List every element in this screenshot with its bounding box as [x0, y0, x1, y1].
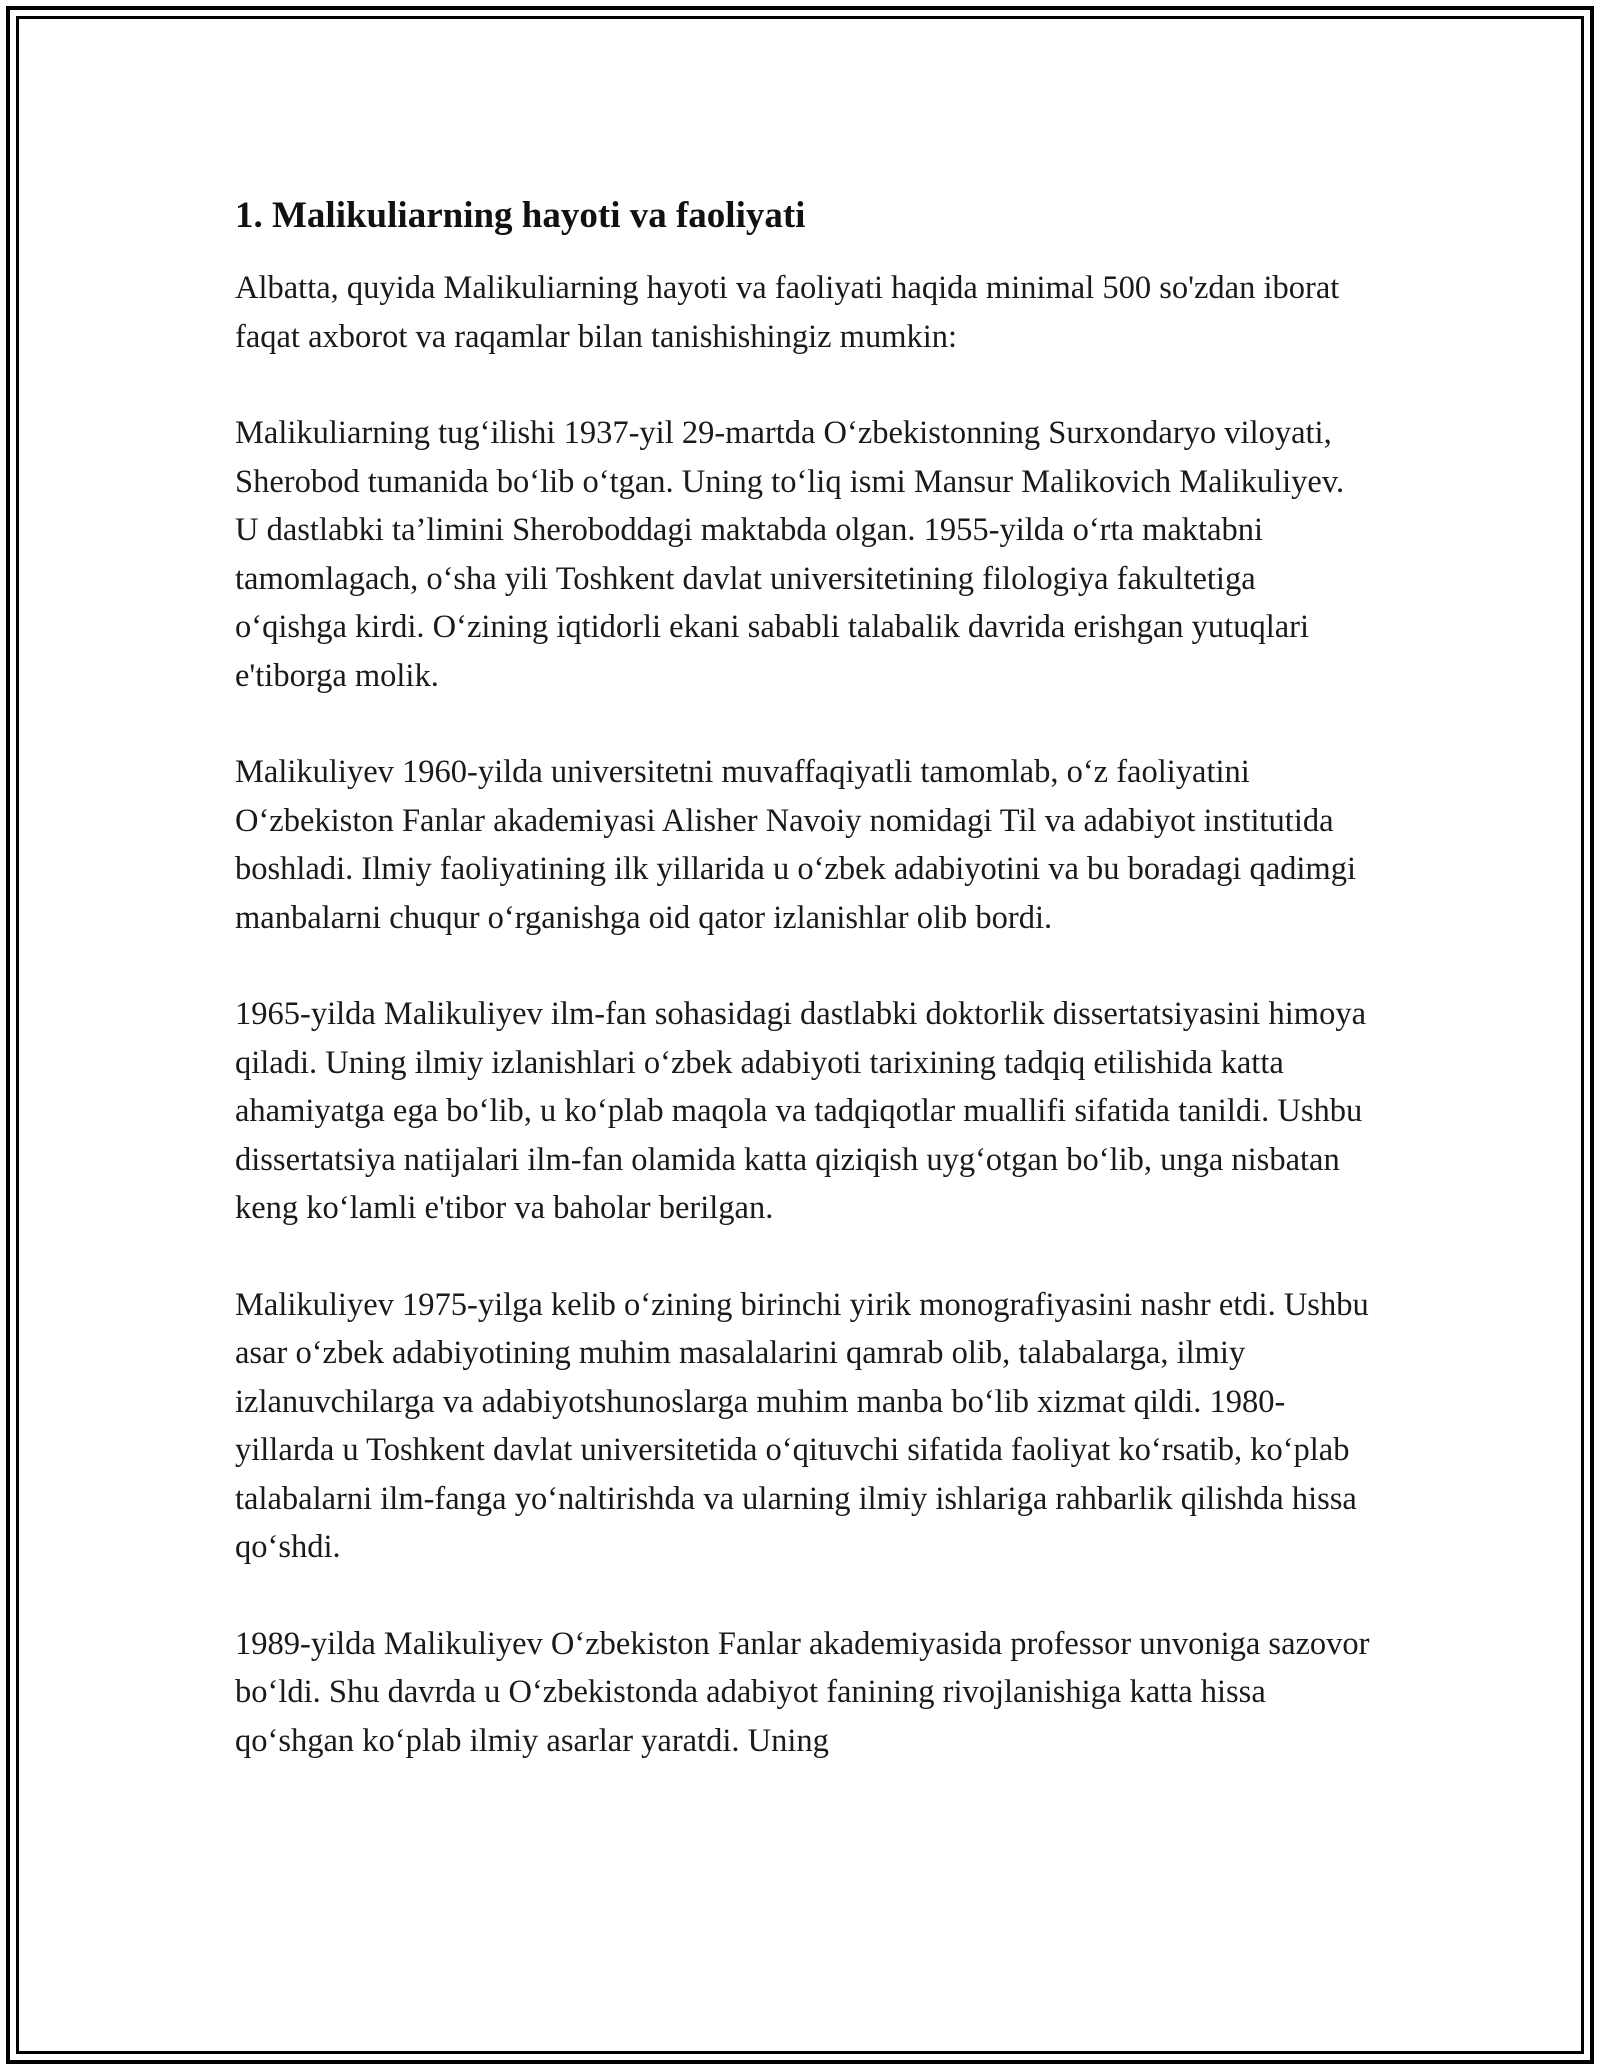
paragraph-dissertation: 1965-yilda Malikuliyev ilm-fan sohasidagi dastlabki doktorlik dissertatsiyasini himoya qiladi. Uning ilmiy izlanishlari oʻzbek adabiyoti tarixining tadqiq etilishida katta ahamiyatga ega boʻlib, u koʻplab maqola va tadqiqotlar muallifi sifatida tanildi. Ushbu dissertatsiya natijalari ilm-fan olamida katta qiziqish uygʻotgan boʻlib, unga nisbatan keng koʻlamli e'tibor va baholar berilgan.: [235, 996, 1367, 1226]
paragraph-monograph: Malikuliyev 1975-yilga kelib oʻzining birinchi yirik monografiyasini nashr etdi. Ushbu asar oʻzbek adabiyotining muhim masalalarini qamrab olib, talabalarga, ilmiy izlanuvchilarga va adabiyotshunoslarga muhim manba boʻlib xizmat qildi. 1980-yillarda u Toshkent davlat universitetida oʻqituvchi sifatida faoliyat koʻrsatib, koʻplab talabalarni ilm-fanga yoʻnaltirishda va ularning ilmiy ishlariga rahbarlik qilishda hissa qoʻshdi.: [235, 1286, 1369, 1565]
section-heading: 1. Malikuliarning hayoti va faoliyati: [235, 195, 806, 236]
paragraph-intro: Albatta, quyida Malikuliarning hayoti va faoliyati haqida minimal 500 so'zdan iborat faqat axborot va raqamlar bilan tanishishingiz mumkin:: [235, 270, 1340, 355]
paragraph-birth-education: Malikuliarning tugʻilishi 1937-yil 29-martda Oʻzbekistonning Surxondaryo viloyati, Sherobod tumanida boʻlib oʻtgan. Uning toʻliq ismi Mansur Malikovich Malikuliyev. U dastlabki ta’limini Sheroboddagi maktabda olgan. 1955-yilda oʻrta maktabni tamomlagach, oʻsha yili Toshkent davlat universitetining filologiya fakultetiga oʻqishga kirdi. Oʻzining iqtidorli ekani sababli talabalik davrida erishgan yutuqlari e'tiborga molik.: [235, 415, 1345, 694]
paragraph-early-career: Malikuliyev 1960-yilda universitetni muvaffaqiyatli tamomlab, oʻz faoliyatini Oʻzbekiston Fanlar akademiyasi Alisher Navoiy nomidagi Til va adabiyot institutida boshladi. Ilmiy faoliyatining ilk yillarida u oʻzbek adabiyotini va bu boradagi qadimgi manbalarni chuqur oʻrganishga oid qator izlanishlar olib bordi.: [235, 754, 1356, 936]
paragraph-professorship: 1989-yilda Malikuliyev Oʻzbekiston Fanlar akademiyasida professor unvoniga sazovor boʻldi. Shu davrda u Oʻzbekistonda adabiyot fanining rivojlanishiga katta hissa qoʻshgan koʻplab ilmiy asarlar yaratdi. Uning: [235, 1625, 1370, 1759]
document-body: [235, 186, 1375, 1813]
